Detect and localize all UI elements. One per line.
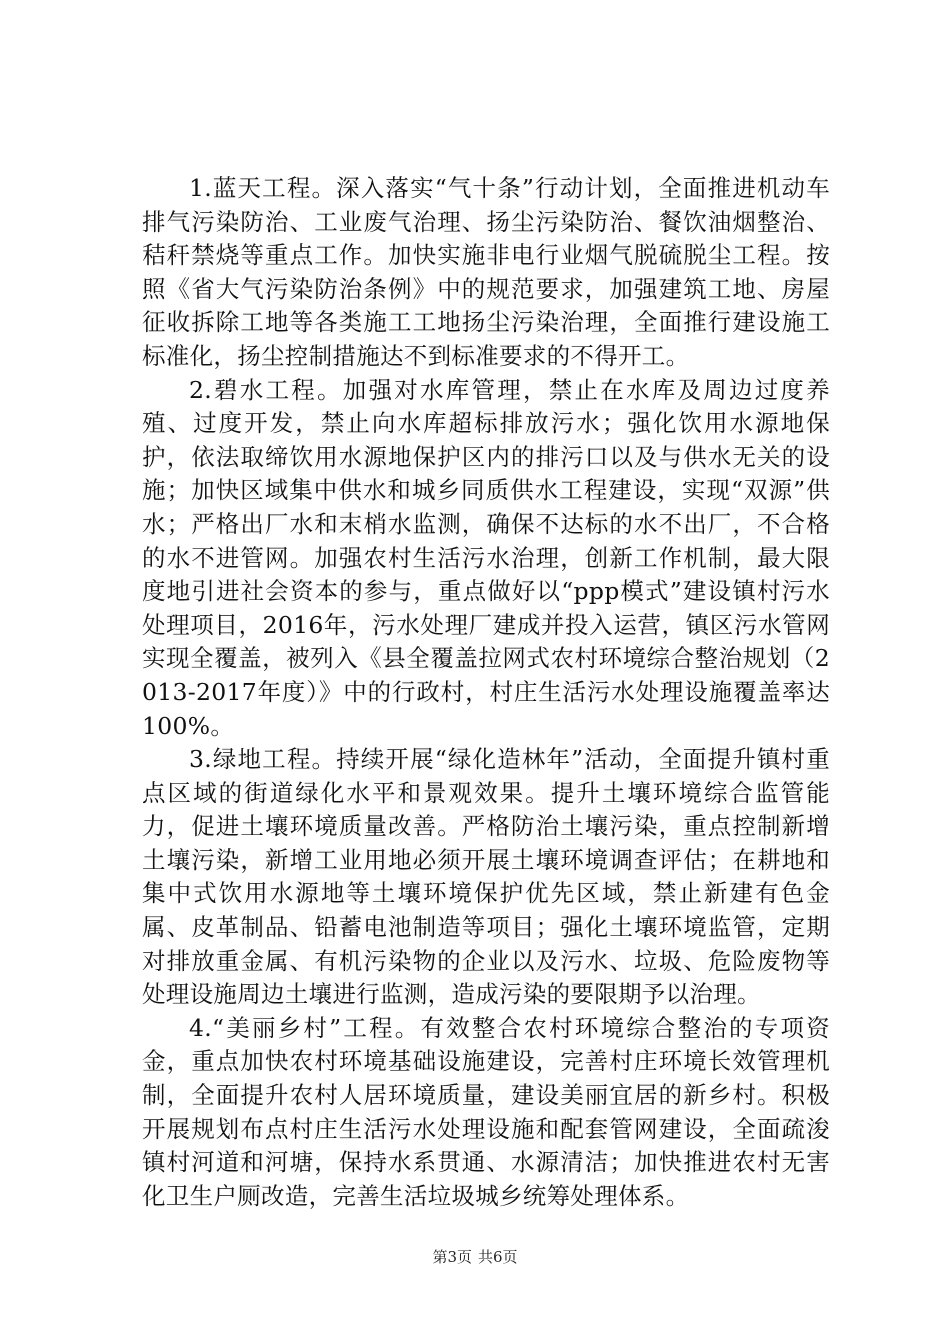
paragraph-green-land: 3.绿地工程。持续开展“绿化造林年”活动，全面提升镇村重点区域的街道绿化水平和景观效果。提升土壤环境综合监管能力，促进土壤环境质量改善。严格防治土壤污染，重点控制新增土壤污染，新增工业用地必须开展土壤环境调查评估；在耕地和集中式饮用水源地等土壤环境保护优先区域，禁止新建有色金属、皮革制品、铅蓄电池制造等项目；强化土壤环境监管，定期对排放重金属、有机污染物的企业以及污水、垃圾、危险废物等处理设施周边土壤进行监测，造成污染的要限期予以治理。	[142, 745, 830, 1009]
page-total: 共6页	[478, 1248, 518, 1266]
page-footer	[0, 1247, 950, 1267]
document-body	[142, 172, 830, 1213]
paragraph-clear-water: 2.碧水工程。加强对水库管理，禁止在水库及周边过度养殖、过度开发，禁止向水库超标排放污水；强化饮用水源地保护，依法取缔饮用水源地保护区内的排污口以及与供水无关的设施；加快区域集中供水和城乡同质供水工程建设，实现“双源”供水；严格出厂水和末梢水监测，确保不达标的水不出厂，不合格的水不进管网。加强农村生活污水治理，创新工作机制，最大限度地引进社会资本的参与，重点做好以“ppp模式”建设镇村污水处理项目，2016年，污水处理厂建成并投入运营，镇区污水管网实现全覆盖，被列入《县全覆盖拉网式农村环境综合整治规划（2013-2017年度）》中的行政村，村庄生活污水处理设施覆盖率达100%。	[142, 375, 830, 740]
page-number: 第3页	[432, 1248, 472, 1266]
paragraph-blue-sky: 1.蓝天工程。深入落实“气十条”行动计划，全面推进机动车排气污染防治、工业废气治理、扬尘污染防治、餐饮油烟整治、秸秆禁烧等重点工作。加快实施非电行业烟气脱硫脱尘工程。按照《省大气污染防治条例》中的规范要求，加强建筑工地、房屋征收拆除工地等各类施工工地扬尘污染治理，全面推行建设施工标准化，扬尘控制措施达不到标准要求的不得开工。	[142, 174, 830, 370]
paragraph-beautiful-village: 4.“美丽乡村”工程。有效整合农村环境综合整治的专项资金，重点加快农村环境基础设施建设，完善村庄环境长效管理机制，全面提升农村人居环境质量，建设美丽宜居的新乡村。积极开展规划布点村庄生活污水处理设施和配套管网建设，全面疏浚镇村河道和河塘，保持水系贯通、水源清洁；加快推进农村无害化卫生户厕改造，完善生活垃圾城乡统筹处理体系。	[142, 1013, 830, 1210]
